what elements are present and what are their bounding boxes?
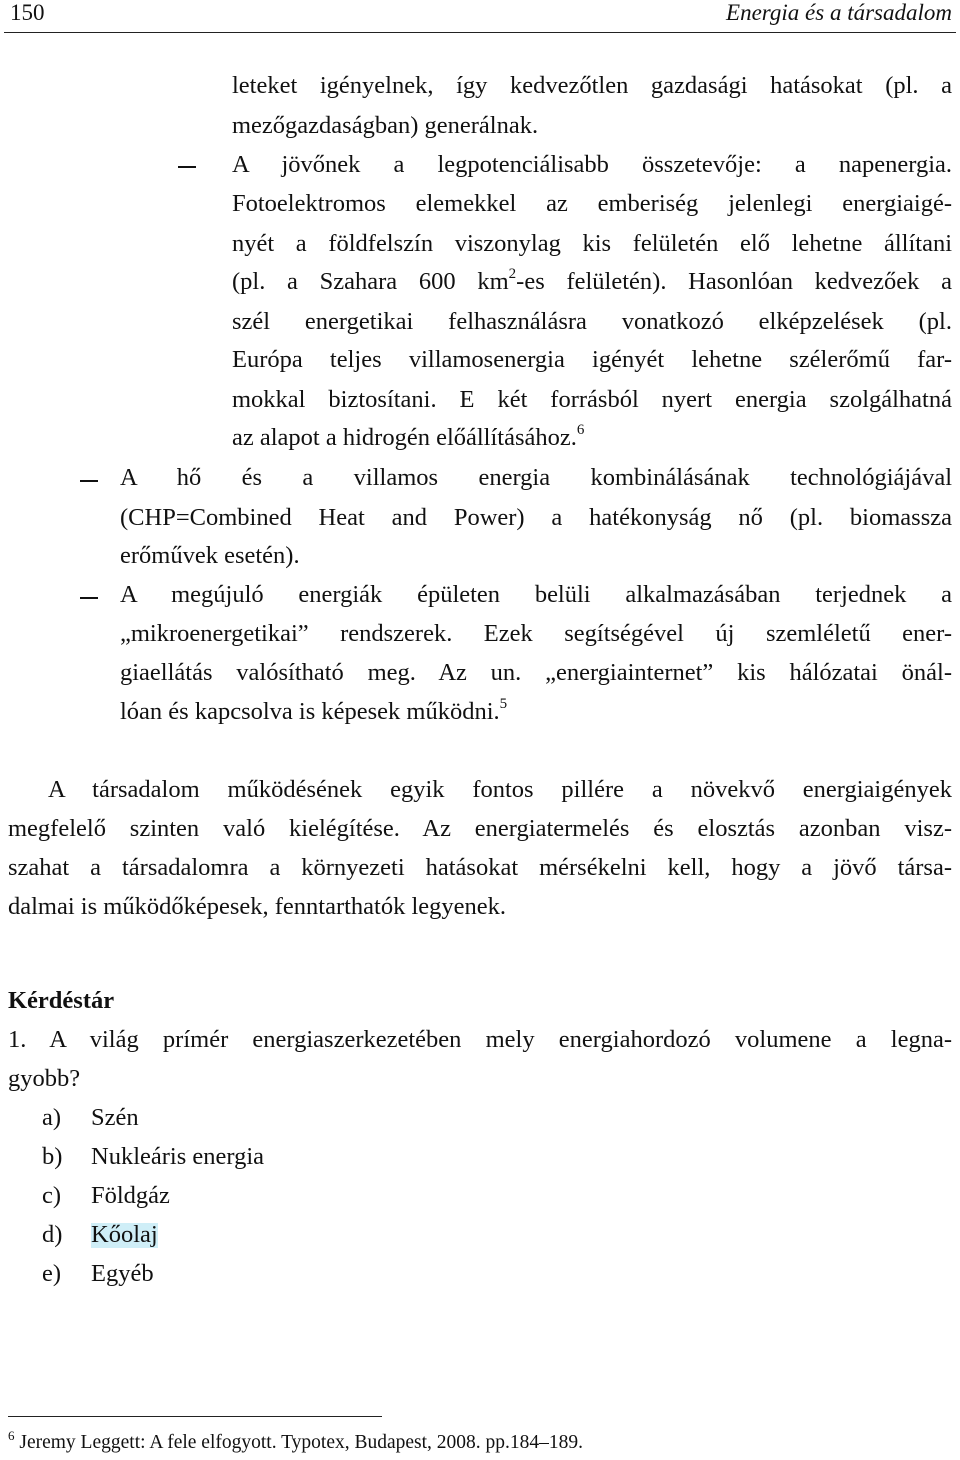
list2-item-line: „mikroenergetikai” rendszerek. Ezek segítségével új szemléletű ener- bbox=[120, 620, 952, 647]
header-rule bbox=[4, 32, 956, 33]
section-heading: Kérdéstár bbox=[8, 987, 115, 1014]
option-letter: b) bbox=[42, 1143, 63, 1170]
list1-item-line: nyét a földfelszín viszonylag kis felületén elő lehetne állítani bbox=[232, 230, 952, 257]
option-text: Szén bbox=[91, 1104, 139, 1131]
option-letter: c) bbox=[42, 1182, 62, 1209]
option-letter: e) bbox=[42, 1260, 62, 1287]
option-text-highlighted: Kőolaj bbox=[91, 1221, 158, 1248]
text-segment: -es felületén). Hasonlóan kedvezőek a bbox=[516, 268, 952, 295]
list1-item-line: A jövőnek a legpotenciálisabb összetevője: a napenergia. bbox=[232, 151, 952, 178]
list1-cont-line: mezőgazdaságban) generálnak. bbox=[232, 112, 539, 139]
list1-item-line: mokkal biztosítani. E két forrásból nyert energia szolgálhatná bbox=[232, 386, 952, 413]
question-line: gyobb? bbox=[8, 1065, 81, 1092]
list2-item-line: (CHP=Combined Heat and Power) a hatékonyság nő (pl. biomassza bbox=[120, 504, 952, 531]
list2-item-line: giaellátás valósítható meg. Az un. „energiainternet” kis hálózatai önál- bbox=[120, 659, 952, 686]
list2-item-line: A megújuló energiák épületen belüli alkalmazásában terjednek a bbox=[120, 581, 952, 608]
list2-item-line: erőművek esetén). bbox=[120, 542, 300, 569]
list1-item-line: Európa teljes villamosenergia igényét lehetne szélerőmű far- bbox=[232, 346, 952, 373]
paragraph-line: szahat a társadalomra a környezeti hatásokat mérsékelni kell, hogy a jövő társa- bbox=[8, 854, 952, 881]
list1-cont-line: leteket igényelnek, így kedvezőtlen gazdasági hatásokat (pl. a bbox=[232, 72, 952, 99]
footnote-reference: 5 bbox=[499, 696, 508, 712]
text-segment: (pl. a Szahara 600 km bbox=[232, 268, 509, 295]
footnote-reference: 6 bbox=[576, 422, 585, 438]
option-text: Földgáz bbox=[91, 1182, 170, 1209]
running-title: Energia és a társadalom bbox=[726, 0, 952, 25]
list1-item-line: szél energetikai felhasználásra vonatkozó elképzelések (pl. bbox=[232, 308, 952, 335]
paragraph-line: megfelelő szinten való kielégítése. Az energiatermelés és elosztás azonban visz- bbox=[8, 815, 952, 842]
answer-option bbox=[42, 1221, 158, 1248]
text-segment: lóan és kapcsolva is képesek működni. bbox=[120, 698, 500, 725]
answer-option bbox=[42, 1182, 170, 1209]
option-letter: a) bbox=[42, 1104, 62, 1131]
page-number: 150 bbox=[10, 0, 45, 25]
footnote-rule bbox=[8, 1416, 382, 1417]
list-dash-bullet bbox=[80, 480, 98, 482]
page-header bbox=[0, 0, 960, 32]
list2-item-line: A hő és a villamos energia kombinálásának technológiájával bbox=[120, 464, 952, 491]
list1-item-line bbox=[232, 266, 952, 295]
option-letter: d) bbox=[42, 1221, 63, 1248]
answer-option bbox=[42, 1104, 139, 1131]
list1-item-line: Fotoelektromos elemekkel az emberiség jelenlegi energiaigé- bbox=[232, 190, 952, 217]
paragraph-line: A társadalom működésének egyik fontos pillére a növekvő energiaigények bbox=[48, 776, 952, 803]
list-dash-bullet bbox=[178, 166, 196, 168]
superscript: 2 bbox=[508, 266, 517, 282]
option-text: Egyéb bbox=[91, 1260, 154, 1287]
footnote-mark: 6 bbox=[8, 1428, 15, 1443]
list1-item-line bbox=[232, 422, 585, 451]
paragraph-line: dalmai is működőképesek, fenntarthatók legyenek. bbox=[8, 893, 507, 920]
footnote bbox=[8, 1428, 584, 1454]
option-text: Nukleáris energia bbox=[91, 1143, 265, 1170]
list-dash-bullet bbox=[80, 597, 98, 599]
answer-option bbox=[42, 1260, 154, 1287]
text-segment: az alapot a hidrogén előállításához. bbox=[232, 424, 577, 451]
list2-item-line bbox=[120, 696, 508, 725]
question-line: 1. A világ prímér energiaszerkezetében mely energiahordozó volumene a legna- bbox=[8, 1026, 952, 1053]
answer-option bbox=[42, 1143, 265, 1170]
footnote-text: Jeremy Leggett: A fele elfogyott. Typotex, Budapest, 2008. pp.184–189. bbox=[14, 1432, 584, 1453]
